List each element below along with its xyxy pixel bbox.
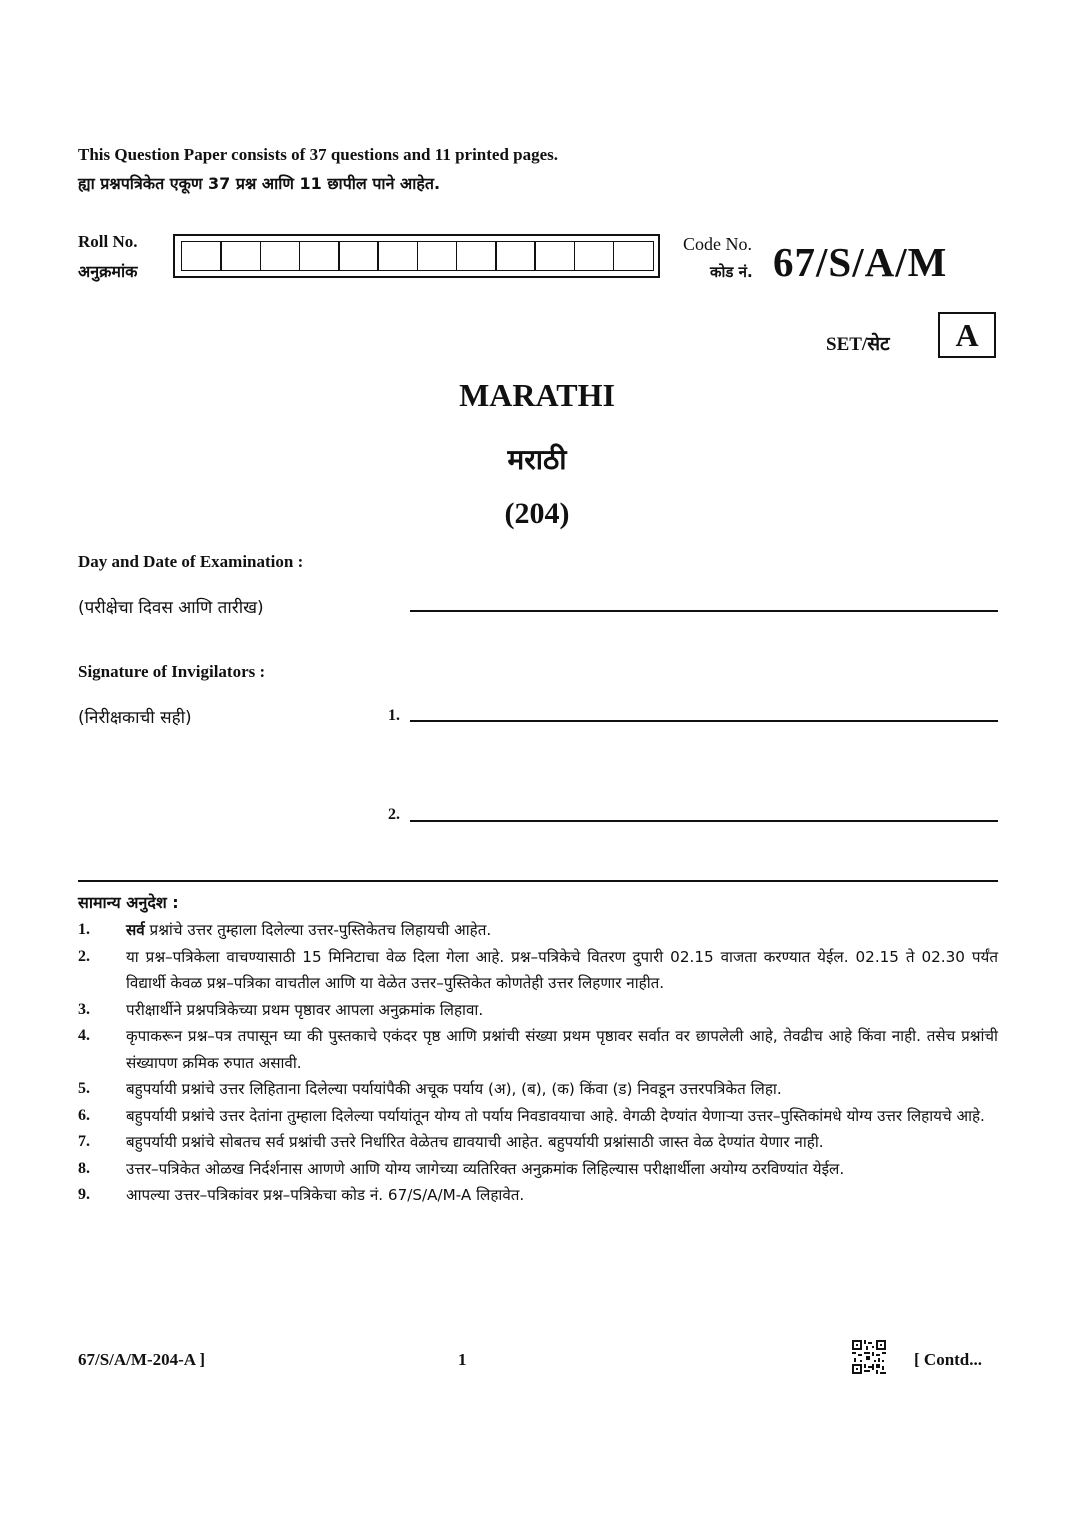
set-label: SET/सेट bbox=[826, 334, 890, 355]
invigilators-label-hi: (निरीक्षकाची सही) bbox=[78, 708, 192, 728]
instruction-emphasis: सर्व bbox=[126, 921, 145, 939]
invigilators-label-en: Signature of Invigilators : bbox=[78, 662, 266, 681]
subject-code: (204) bbox=[504, 497, 570, 530]
signature-2-line bbox=[410, 820, 998, 822]
instruction-number: 5. bbox=[78, 1080, 90, 1097]
instruction-number: 8. bbox=[78, 1159, 90, 1177]
instructions-title: सामान्य अनुदेश : bbox=[78, 893, 179, 912]
footer-paper-code: 67/S/A/M-204-A ] bbox=[78, 1350, 206, 1369]
section-divider bbox=[78, 880, 998, 882]
instruction-text bbox=[126, 1182, 998, 1209]
instruction-number: 2. bbox=[78, 947, 90, 965]
subject-title-en: MARATHI bbox=[459, 377, 615, 413]
instruction-text bbox=[126, 1103, 998, 1130]
instruction-text bbox=[126, 1076, 998, 1103]
roll-digit-box[interactable] bbox=[299, 241, 340, 271]
roll-digit-box[interactable] bbox=[574, 241, 615, 271]
instruction-item bbox=[78, 1156, 998, 1183]
roll-label-hi: अनुक्रमांक bbox=[78, 262, 138, 281]
instruction-number: 3. bbox=[78, 1000, 90, 1018]
instructions-list bbox=[78, 917, 998, 1209]
instruction-text bbox=[126, 1156, 998, 1183]
instruction-text bbox=[126, 944, 998, 997]
instruction-item bbox=[78, 1103, 998, 1130]
instruction-number: 7. bbox=[78, 1133, 90, 1150]
code-label-en: Code No. bbox=[683, 234, 752, 254]
roll-digit-box[interactable] bbox=[260, 241, 301, 271]
signature-1-line bbox=[410, 720, 998, 722]
roll-digit-box[interactable] bbox=[456, 241, 497, 271]
code-number: 67/S/A/M bbox=[773, 239, 948, 285]
instruction-number: 4. bbox=[78, 1027, 90, 1044]
instruction-body: या प्रश्न–पत्रिकेला वाचण्यासाठी 15 मिनिटाचा वेळ दिला गेला आहे. प्रश्न–पत्रिकेचे वितरण दुपारी 02.15 वाजता करण्यात येईल. 02.15 ते 02.30 पर्यंत विद्यार्थी केवळ प्रश्न–पत्रिका वाचतील आणि या वेळेत उत्तर–पुस्तिकेत कोणतेही उत्तर लिहणार नाहीत. bbox=[126, 947, 998, 992]
instruction-body: आपल्या उत्तर–पत्रिकांवर प्रश्न–पत्रिकेचा कोड नं. 67/S/A/M-A लिहावेत. bbox=[126, 1186, 525, 1204]
instruction-body: बहुपर्यायी प्रश्नांचे सोबतच सर्व प्रश्नांची उत्तरे निर्धारित वेळेतच द्यावयाची आहेत. बहुपर्यायी प्रश्नांसाठी जास्त वेळ देण्यांत येणार नाही. bbox=[126, 1133, 824, 1151]
instruction-item bbox=[78, 1023, 998, 1076]
signature-2-number: 2. bbox=[388, 806, 400, 823]
instruction-body: परीक्षार्थीने प्रश्नपत्रिकेच्या प्रथम पृष्ठावर आपला अनुक्रमांक लिहावा. bbox=[126, 1000, 484, 1019]
qr-code-icon bbox=[852, 1340, 886, 1374]
set-value-box: A bbox=[938, 312, 996, 358]
instruction-text bbox=[126, 1129, 998, 1156]
roll-digit-box[interactable] bbox=[181, 241, 222, 271]
instruction-item bbox=[78, 1182, 998, 1209]
continued-marker: [ Contd... bbox=[914, 1350, 983, 1369]
instruction-body: प्रश्नांचे उत्तर तुम्हाला दिलेल्या उत्तर-पुस्तिकेतच लिहायची आहेत. bbox=[144, 921, 492, 939]
instruction-item bbox=[78, 944, 998, 997]
roll-digit-box[interactable] bbox=[534, 241, 575, 271]
instruction-number: 9. bbox=[78, 1186, 90, 1203]
roll-number-boxes bbox=[173, 234, 660, 278]
instruction-item bbox=[78, 917, 998, 944]
roll-digit-box[interactable] bbox=[417, 241, 458, 271]
page-count-note-en: This Question Paper consists of 37 questions and 11 printed pages. bbox=[78, 145, 559, 164]
instruction-body: बहुपर्यायी प्रश्नांचे उत्तर देतांना तुम्हाला दिलेल्या पर्यायांतून योग्य तो पर्याय निवडावयाचा आहे. वेगळी देण्यांत येणाऱ्या उत्तर–पुस्तिकांमधे योग्य उत्तर लिहायचे आहे. bbox=[126, 1106, 985, 1125]
code-label-hi: कोड नं. bbox=[710, 263, 753, 281]
exam-date-line bbox=[410, 610, 998, 612]
instruction-text bbox=[126, 1023, 998, 1076]
instruction-number: 6. bbox=[78, 1106, 90, 1124]
instruction-number: 1. bbox=[78, 921, 90, 938]
roll-digit-box[interactable] bbox=[613, 241, 654, 271]
instruction-item bbox=[78, 1076, 998, 1103]
instruction-text bbox=[126, 997, 998, 1024]
exam-date-label-hi: (परीक्षेचा दिवस आणि तारीख) bbox=[78, 598, 264, 618]
instruction-text bbox=[126, 917, 998, 944]
roll-label-en: Roll No. bbox=[78, 232, 138, 251]
instruction-body: कृपाकरून प्रश्न–पत्र तपासून घ्या की पुस्तकाचे एकंदर पृष्ठ आणि प्रश्नांची संख्या प्रथम पृष्ठावर सर्वात वर छापलेली आहे, तेवढीच आहे किंवा नाही. तसेच प्रश्नांची संख्यापण क्रमिक रुपात असावी. bbox=[126, 1027, 998, 1072]
page-number: 1 bbox=[458, 1350, 467, 1369]
roll-digit-box[interactable] bbox=[377, 241, 418, 271]
instruction-item bbox=[78, 997, 998, 1024]
instruction-body: उत्तर–पत्रिकेत ओळख निर्दर्शनास आणणे आणि योग्य जागेच्या व्यतिरिक्त अनुक्रमांक लिहिल्यास परीक्षार्थीला अयोग्य ठरविण्यांत येईल. bbox=[126, 1159, 845, 1178]
roll-digit-box[interactable] bbox=[338, 241, 379, 271]
subject-title-hi: मराठी bbox=[507, 443, 567, 476]
instruction-item bbox=[78, 1129, 998, 1156]
roll-digit-box[interactable] bbox=[495, 241, 536, 271]
signature-1-number: 1. bbox=[388, 707, 400, 724]
page-count-note-hi: ह्या प्रश्नपत्रिकेत एकूण 37 प्रश्न आणि 11 छापील पाने आहेत. bbox=[78, 174, 441, 193]
roll-digit-box[interactable] bbox=[220, 241, 261, 271]
instruction-body: बहुपर्यायी प्रश्नांचे उत्तर लिहिताना दिलेल्या पर्यायांपैकी अचूक पर्याय (अ), (ब), (क) किंवा (ड) निवडून उत्तरपत्रिकेत लिहा. bbox=[126, 1080, 782, 1098]
exam-date-label-en: Day and Date of Examination : bbox=[78, 552, 304, 571]
